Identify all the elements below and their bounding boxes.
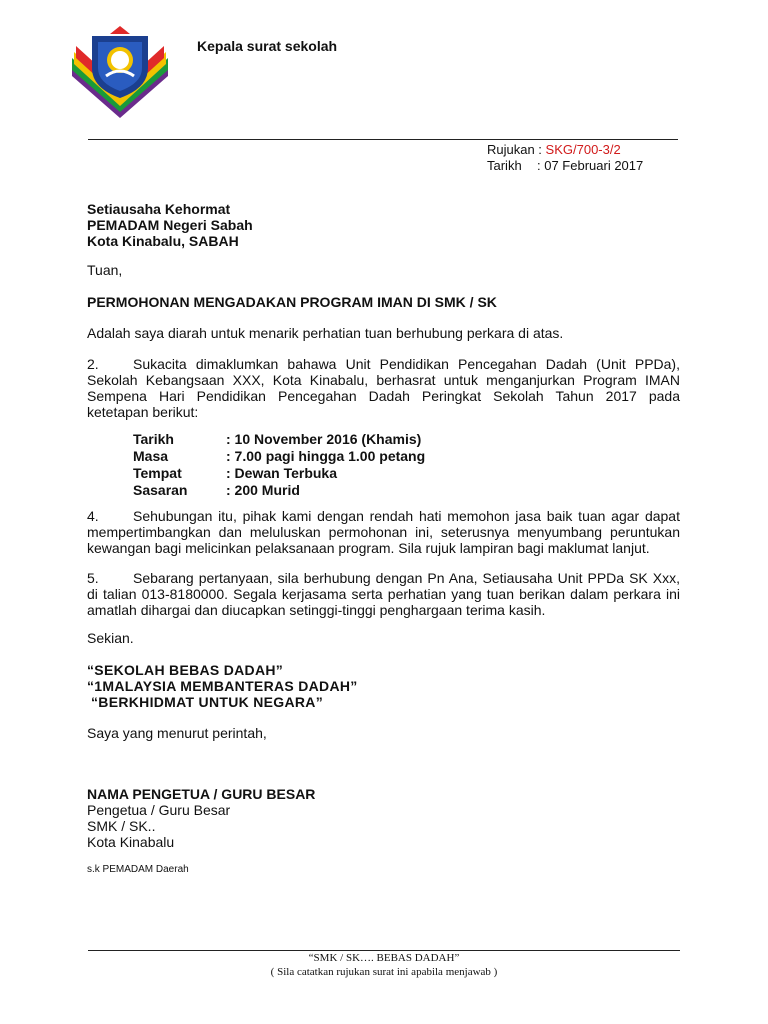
carbon-copy: s.k PEMADAM Daerah	[87, 864, 189, 875]
header-divider	[88, 139, 678, 140]
paragraph-line: 5. Sebarang pertanyaan, sila berhubung dengan Pn Ana, Setiausaha Unit PPDa SK Xxx,	[87, 570, 680, 586]
signatory-title: Pengetua / Guru Besar	[87, 802, 231, 818]
closing-line: Saya yang menurut perintah,	[87, 725, 267, 741]
detail-key: Tempat	[133, 465, 182, 481]
paragraph-line: Sempena Hari Pendidikan Pencegahan Dadah Peringkat Sekolah Tahun 2017 pada	[87, 388, 680, 404]
slogan-line: “SEKOLAH BEBAS DADAH”	[87, 662, 284, 678]
paragraph-line: ketetapan berikut:	[87, 404, 199, 420]
recipient-line: PEMADAM Negeri Sabah	[87, 217, 253, 233]
detail-key: Sasaran	[133, 482, 188, 498]
detail-row	[133, 448, 425, 465]
detail-value: : 200 Murid	[226, 482, 300, 498]
paragraph-number: 4.	[87, 508, 99, 524]
recipient-address	[87, 201, 253, 249]
footer-note: ( Sila catatkan rujukan surat ini apabila menjawab )	[270, 966, 498, 978]
date-line	[487, 158, 643, 174]
footer-divider	[88, 950, 680, 951]
reference-line	[487, 142, 643, 158]
detail-value: : 10 November 2016 (Khamis)	[226, 431, 422, 447]
date-value: : 07 Februari 2017	[537, 158, 644, 173]
signatory-name: NAMA PENGETUA / GURU BESAR	[87, 786, 316, 802]
detail-key: Tarikh	[133, 431, 174, 447]
paragraph-line: amatlah dihargai dan diucapkan setinggi-tinggi penghargaan terima kasih.	[87, 602, 546, 618]
paragraph-5	[87, 570, 680, 618]
detail-value: : 7.00 pagi hingga 1.00 petang	[226, 448, 426, 464]
detail-value: : Dewan Terbuka	[226, 465, 337, 481]
paragraph-line: 2. Sukacita dimaklumkan bahawa Unit Pendidikan Pencegahan Dadah (Unit PPDa),	[87, 356, 680, 372]
paragraph-line: mempertimbangkan dan meluluskan permohonan ini, seterusnya menyumbang peruntukan	[87, 524, 680, 540]
program-details	[133, 431, 425, 499]
slogan-line: “1MALAYSIA MEMBANTERAS DADAH”	[87, 678, 358, 694]
paragraph-number: 2.	[87, 356, 99, 372]
recipient-line: Kota Kinabalu, SABAH	[87, 233, 239, 249]
slogans	[87, 662, 358, 710]
signatory-block	[87, 786, 315, 850]
school-crest-icon	[70, 22, 170, 122]
signatory-school: SMK / SK..	[87, 818, 156, 834]
detail-key: Masa	[133, 448, 169, 464]
paragraph-line: kewangan bagi melicinkan pelaksanaan program. Sila rujuk lampiran bagi maklumat lanjut.	[87, 540, 650, 556]
reference-value: SKG/700-3/2	[545, 142, 621, 157]
paragraph-line: Sekolah Kebangsaan XXX, Kota Kinabalu, berhasrat untuk menganjurkan Program IMAN	[87, 372, 680, 388]
recipient-line: Setiausaha Kehormat	[87, 201, 231, 217]
letter-subject: PERMOHONAN MENGADAKAN PROGRAM IMAN DI SMK / SK	[87, 294, 497, 310]
paragraph-line: 4. Sehubungan itu, pihak kami dengan rendah hati memohon jasa baik tuan agar dapat	[87, 508, 680, 524]
date-label: Tarikh	[487, 158, 522, 173]
slogan-line: “BERKHIDMAT UNTUK NEGARA”	[91, 694, 324, 710]
paragraph-line: di talian 013-8180000. Segala kerjasama serta perhatian yang tuan berikan dalam perkara ini	[87, 586, 680, 602]
paragraph-2	[87, 356, 680, 420]
paragraph-4	[87, 508, 680, 556]
signatory-city: Kota Kinabalu	[87, 834, 175, 850]
letterhead-label: Kepala surat sekolah	[197, 38, 338, 54]
paragraph-number: 5.	[87, 570, 99, 586]
footer-slogan: “SMK / SK…. BEBAS DADAH”	[308, 952, 460, 964]
salutation: Tuan,	[87, 262, 123, 278]
reference-label: Rujukan :	[487, 142, 542, 157]
sekian-text: Sekian.	[87, 630, 134, 646]
detail-row	[133, 482, 425, 499]
detail-row	[133, 465, 425, 482]
reference-block	[487, 142, 643, 174]
detail-row	[133, 431, 425, 448]
intro-paragraph: Adalah saya diarah untuk menarik perhatian tuan berhubung perkara di atas.	[87, 325, 564, 341]
